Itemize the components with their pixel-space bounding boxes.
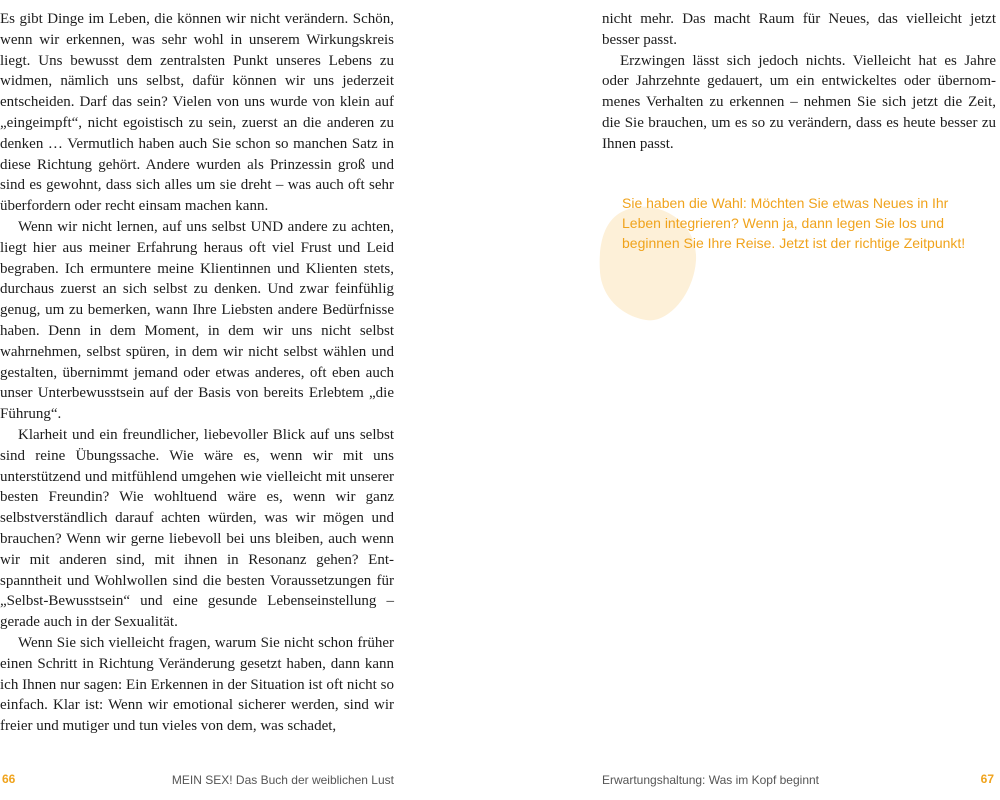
running-title: Erwartungshaltung: Was im Kopf beginnt bbox=[602, 773, 820, 787]
paragraph: Wenn Sie sich vielleicht fragen, warum Sie nicht schon früher einen Schritt in Richtung Veränderung gesetzt haben, dann kann ich Ihnen nur sagen: Ein Erkennen in der Situation ist oft nicht so einfach. Klar ist: Wenn wir emotional sicherer werden, sind wir freier und mutiger und tun vieles von dem, was schadet, bbox=[0, 634, 394, 735]
left-body-text bbox=[0, 9, 394, 737]
right-body-text bbox=[602, 9, 996, 155]
right-page bbox=[500, 0, 1000, 800]
callout-quote: Sie haben die Wahl: Möchten Sie etwas Neues in Ihr Leben integrieren? Wenn ja, dann legen Sie los und beginnen Sie Ihre Reise. Jetzt ist der richtige Zeitpunkt! bbox=[622, 195, 966, 252]
running-title: MEIN SEX! Das Buch der weiblichen Lust bbox=[171, 773, 394, 787]
paragraph: Wenn wir nicht lernen, auf uns selbst UND andere zu achten, liegt hier aus meiner Erfahrung heraus oft viel Frust und Leid begraben. Ich ermuntere meine Klientinnen und Klienten stets, durchaus zuerst an sich selbst zu denken. Und zwar feinfühlig genug, um zu bemerken, wann Ihre Liebsten andere Bedürfnisse haben. Denn in dem Moment, in dem wir uns nicht selbst wahrnehmen, selbst spüren, in dem wir nicht selbst wählen und gestalten, übernimmt jemand oder etwas anderes, oft eben auch unser Unterbewusstsein auf der Basis von bereits Erlebtem „die Führung“. bbox=[0, 218, 394, 423]
paragraph: Erzwingen lässt sich jedoch nichts. Vielleicht hat es Jahre oder Jahrzehnte gedauert, um ein entwickeltes oder übernommenes Verhalten zu erkennen – nehmen Sie sich jetzt die Zeit, die Sie brauchen, um es so zu verändern, dass es heute besser zu Ihnen passt. bbox=[602, 52, 996, 152]
paragraph: Es gibt Dinge im Leben, die können wir nicht verändern. Schön, wenn wir erkennen, was sehr wohl in unserem Wirkungskreis liegt. Uns bewusst dem zentralsten Punkt unseres Lebens zu widmen, nämlich uns selbst, dafür können wir uns jederzeit entscheiden. Darf das sein? Vielen von uns wurde von klein auf „eingeimpft“, nicht egoistisch zu sein, zuerst an die anderen zu denken … Vermutlich haben auch Sie schon so manchen Satz in diese Richtung gehört. Andere wurden als Prinzessin groß und sind es gewohnt, dass sich alles um sie dreht – was auch oft sehr überfordern oder recht einsam machen kann. bbox=[0, 11, 394, 215]
page-number: 67 bbox=[980, 772, 994, 786]
page-number: 66 bbox=[2, 772, 16, 786]
paragraph: Klarheit und ein freundlicher, liebevoller Blick auf uns selbst sind reine Übungssache. Wie wäre es, wenn wir mit uns unterstützend und mitfühlend umgehen wie vielleicht mit unserer besten Freundin? Wie wohltuend wäre es, wenn wir ganz selbstverständlich darauf achten würden, was wir mögen und brauchen? Wenn wir gerne liebevoll bei uns bleiben, auch wenn wir mit anderen sind, mit ihnen in Resonanz gehen? Entspanntheit und Wohlwollen sind die besten Voraussetzungen für „Selbst-Bewusstsein“ und eine gesunde Lebenseinstellung – gerade auch in der Sexualität. bbox=[0, 426, 394, 631]
paragraph: nicht mehr. Das macht Raum für Neues, das vielleicht jetzt besser passt. bbox=[602, 11, 996, 48]
